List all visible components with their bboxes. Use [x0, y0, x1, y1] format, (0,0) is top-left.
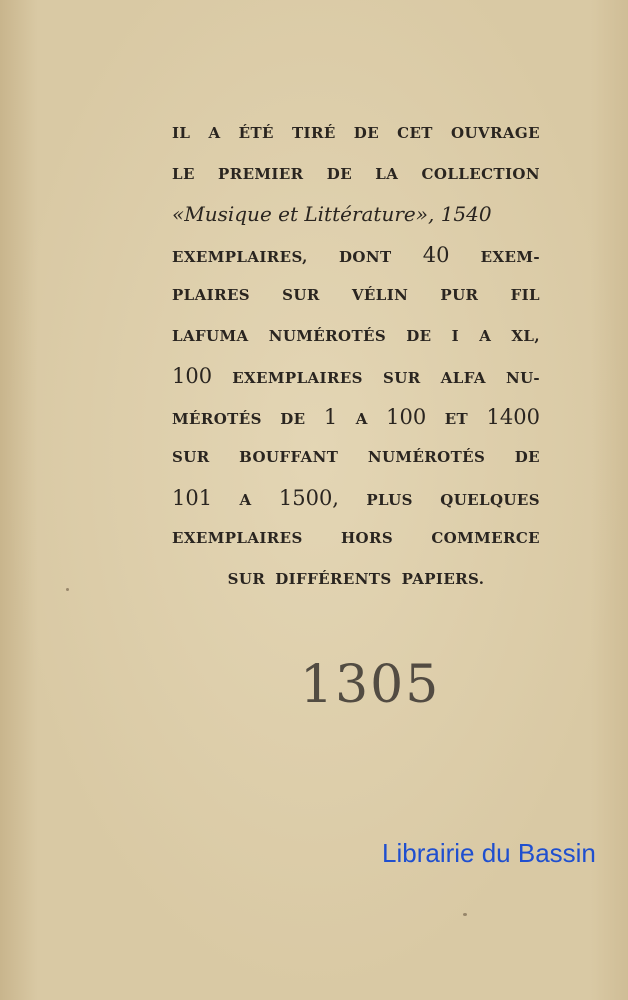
- colophon-line-6: LAFUMA NUMÉROTÉS DE I A XL,: [172, 326, 540, 345]
- colophon-line-4: EXEMPLAIRES, DONT 40 EXEM-: [172, 242, 540, 267]
- seller-watermark: Librairie du Bassin: [382, 838, 596, 868]
- colophon-line-8: MÉROTÉS DE 1 A 100 ET 1400: [172, 404, 540, 429]
- colophon-line-7: 100 EXEMPLAIRES SUR ALFA NU-: [172, 364, 540, 388]
- colophon-line-5: PLAIRES SUR VÉLIN PUR FIL: [172, 286, 540, 304]
- colophon-line-10: 101 A 1500, PLUS QUELQUES: [172, 485, 540, 510]
- colophon-line-1: IL A ÉTÉ TIRÉ DE CET OUVRAGE: [172, 124, 540, 142]
- colophon-line-12: SUR DIFFÉRENTS PAPIERS.: [227, 569, 485, 588]
- paper-speck: [463, 913, 467, 916]
- copy-number-stamp: 1305: [300, 655, 441, 715]
- paper-speck: [66, 588, 69, 591]
- colophon-line-11: EXEMPLAIRES HORS COMMERCE: [172, 529, 540, 547]
- collection-title: «Musique et Littérature», 1540: [172, 202, 492, 226]
- colophon-line-2: LE PREMIER DE LA COLLECTION: [172, 164, 540, 183]
- colophon-line-9: SUR BOUFFANT NUMÉROTÉS DE: [172, 448, 540, 466]
